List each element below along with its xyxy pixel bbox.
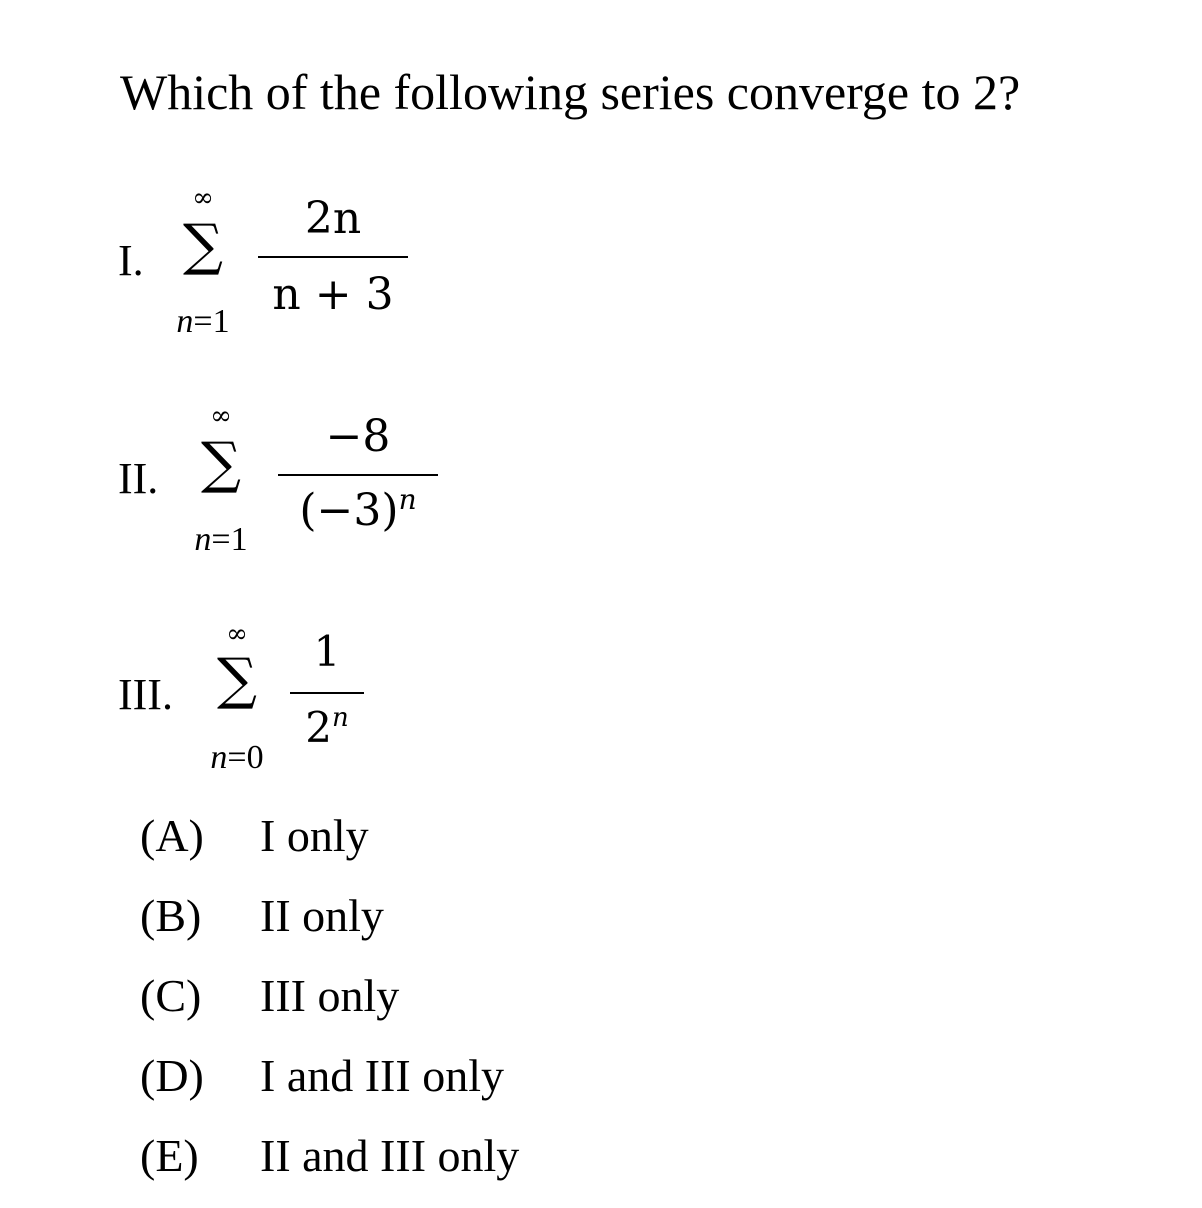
series-2-fraction — [278, 398, 438, 568]
choice-letter: (E) — [140, 1130, 199, 1181]
series-3-denominator: 2$^n$ — [305, 703, 349, 752]
choice-a[interactable] — [140, 808, 519, 888]
choice-letter: (D) — [140, 1050, 204, 1101]
series-1-sigma-icon: ∑ — [183, 213, 223, 278]
answer-choices — [140, 808, 519, 1208]
question-text: Which of the following series converge to 2? — [120, 64, 1021, 120]
series-2-numerator: −8 — [325, 411, 391, 462]
choice-letter: (B) — [140, 890, 202, 941]
choice-letter: (A) — [140, 810, 204, 861]
series-1-numerator: 2n — [304, 193, 362, 244]
series-3-summation — [192, 618, 282, 788]
series-2-sigma-icon: ∑ — [201, 431, 241, 496]
choice-letter: (C) — [140, 970, 202, 1021]
series-1-lower-limit: n=1 — [176, 303, 230, 340]
choice-e[interactable] — [140, 1128, 519, 1208]
choice-c[interactable] — [140, 968, 519, 1048]
choice-b[interactable] — [140, 888, 519, 968]
series-1-denominator: n + 3 — [272, 269, 394, 320]
series-2 — [0, 398, 600, 568]
series-1-upper-limit: ∞ — [192, 183, 214, 213]
series-3 — [0, 618, 600, 788]
series-3-fraction — [290, 618, 364, 788]
series-1-fraction-bar — [258, 256, 408, 258]
series-2-lower-limit: n=1 — [194, 521, 248, 558]
series-3-upper-limit: ∞ — [226, 619, 248, 649]
choice-text: II only — [260, 890, 384, 941]
series-3-lower-limit: n=0 — [210, 739, 264, 776]
series-2-upper-limit: ∞ — [210, 401, 232, 431]
choice-d[interactable] — [140, 1048, 519, 1128]
series-1-summation — [158, 180, 248, 350]
series-3-sigma-icon: ∑ — [217, 647, 257, 712]
series-1-label: I. — [118, 236, 144, 285]
series-2-fraction-bar — [278, 474, 438, 476]
choice-text: I only — [260, 810, 369, 861]
series-2-label: II. — [118, 454, 159, 503]
series-2-summation — [176, 398, 266, 568]
series-2-denominator: $(-3)^n$ — [299, 483, 417, 536]
choice-text: III only — [260, 970, 400, 1021]
series-3-label: III. — [118, 670, 173, 719]
series-3-numerator: 1 — [313, 627, 341, 676]
series-1-fraction — [258, 180, 408, 350]
series-3-fraction-bar — [290, 692, 364, 694]
choice-text: I and III only — [260, 1050, 504, 1101]
series-1 — [0, 180, 600, 350]
choice-text: II and III only — [260, 1130, 520, 1181]
